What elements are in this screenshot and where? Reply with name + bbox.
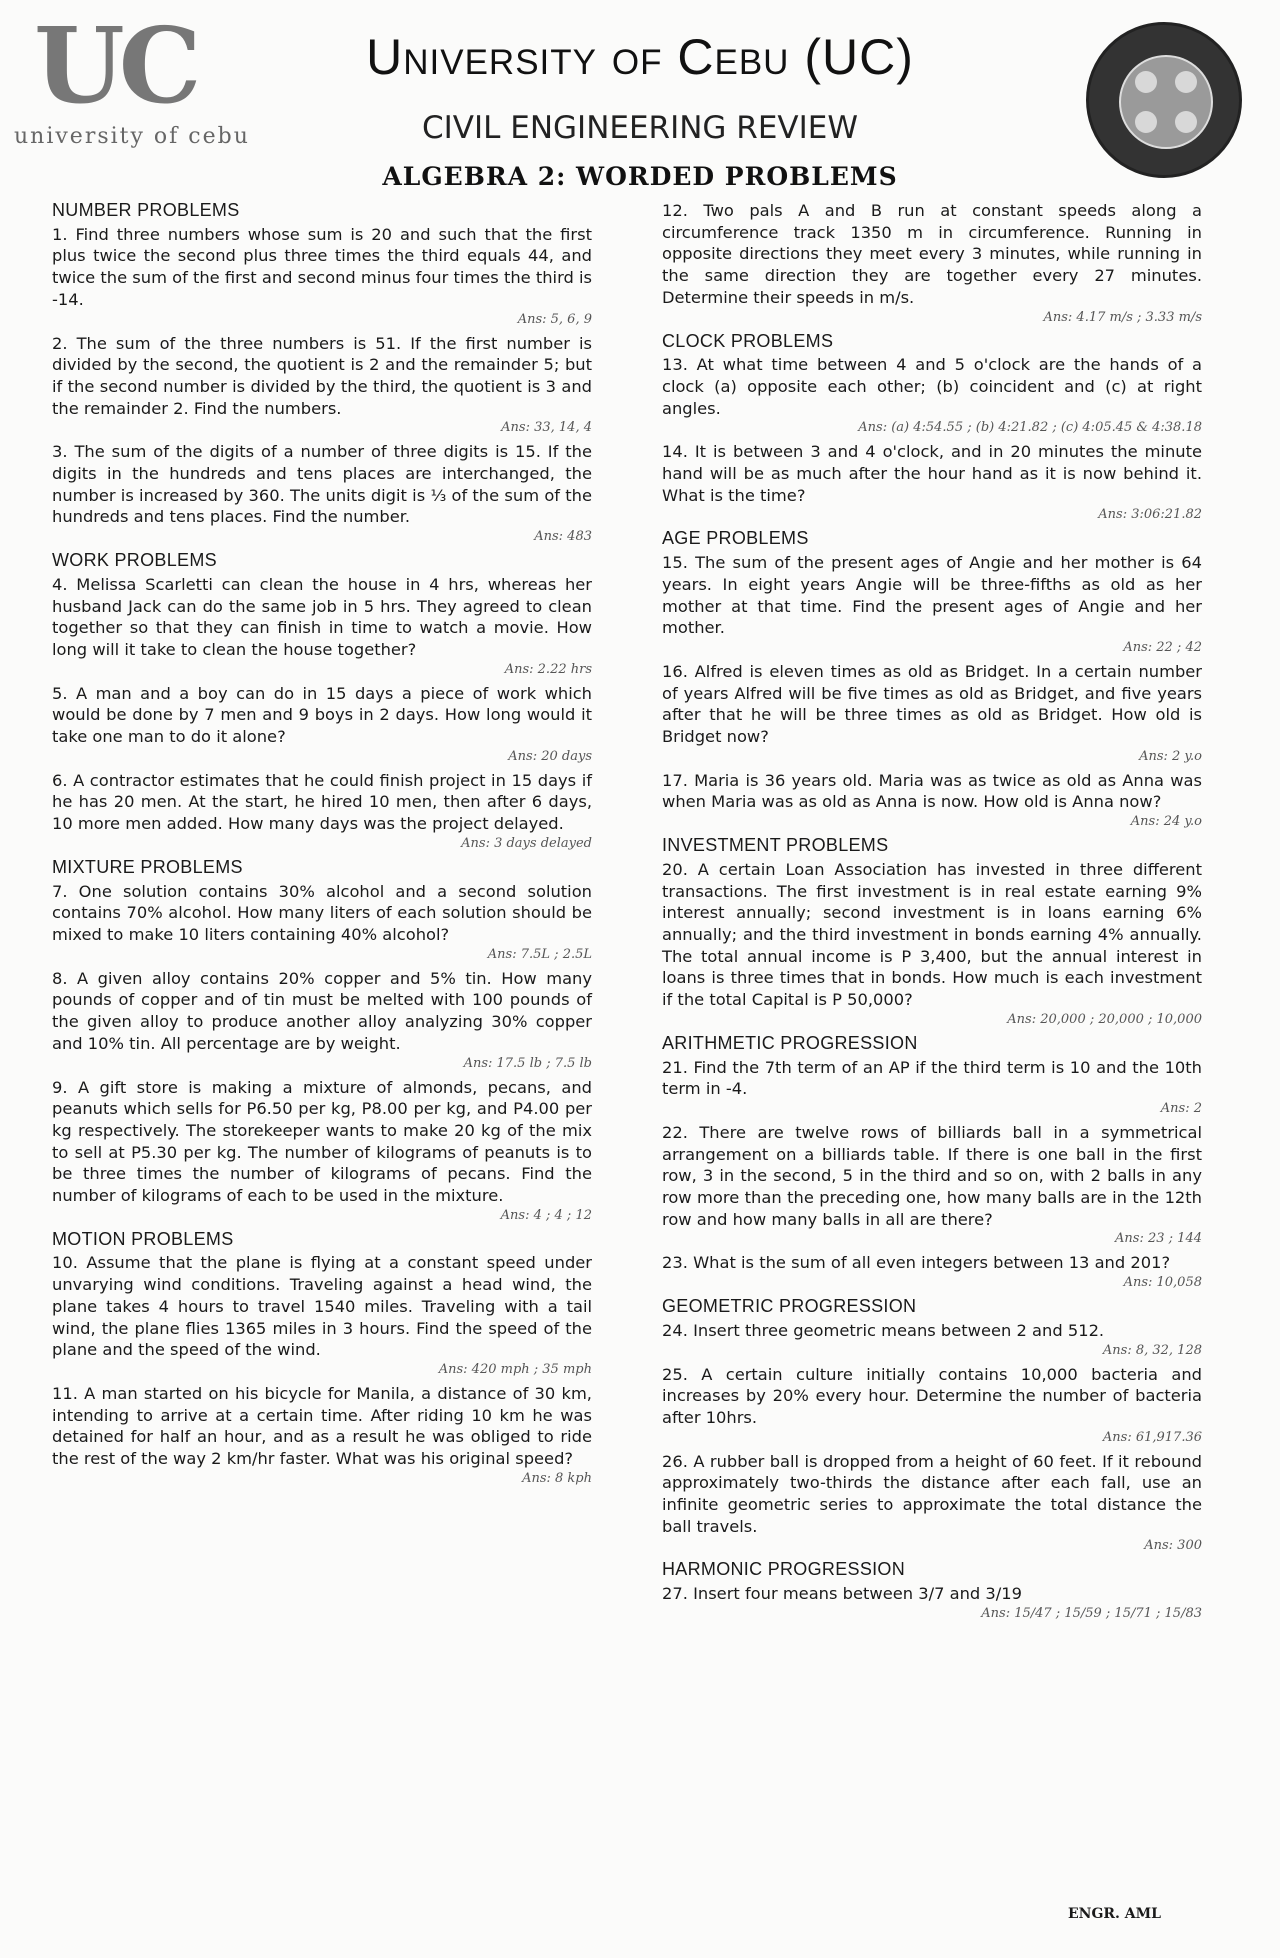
problem-text: 25. A certain culture initially contains 10,000 bacteria and increases by 20% every hour. Determine the number of bacteria after 10hrs.	[662, 1364, 1202, 1427]
answer-text: Ans: 10,058	[1123, 1275, 1202, 1291]
problem-text: 8. A given alloy contains 20% copper and 5% tin. How many pounds of copper and of tin must be melted with 100 pounds of the given alloy to produce another alloy analyzing 30% copper and 10% tin. All percentage are by weight.	[52, 968, 592, 1053]
section-heading: CLOCK PROBLEMS	[662, 330, 834, 351]
answer-text: Ans: 23 ; 144	[1115, 1231, 1202, 1247]
section-heading: ARITHMETIC PROGRESSION	[662, 1032, 918, 1053]
problem-text: 24. Insert three geometric means between 2 and 512.	[662, 1320, 1105, 1340]
problem-text: 17. Maria is 36 years old. Maria was as twice as old as Anna was when Maria was as old as Anna is now. How old is Anna now?	[662, 770, 1202, 812]
topic-title: ALGEBRA 2: WORDED PROBLEMS	[382, 162, 898, 191]
problem-text: 9. A gift store is making a mixture of almonds, pecans, and peanuts which sells for P6.50 per kg, P8.00 per kg, and P4.00 per kg respectively. The storekeeper wants to make 20 kg of the mix to sell at P5.30 per kg. The number of kilograms of peanuts is to be three times the number of kilograms of pecans. Find the number of kilograms of each to be used in the mixture.	[52, 1077, 592, 1206]
problem-text: 23. What is the sum of all even integers between 13 and 201?	[662, 1253, 1171, 1273]
section-heading: GEOMETRIC PROGRESSION	[662, 1296, 917, 1317]
seal-emblem	[1119, 55, 1213, 149]
answer-text: Ans: 8, 32, 128	[1102, 1342, 1202, 1358]
problem-text: 3. The sum of the digits of a number of three digits is 15. If the digits in the hundreds and tens places are interchanged, the number is increased by 360. The units digit is ⅓ of the sum of the hundreds and tens places. Find the number.	[52, 442, 592, 527]
university-logo	[14, 4, 264, 164]
problem-text: 14. It is between 3 and 4 o'clock, and in 20 minutes the minute hand will be as much after the hour hand as it is now behind it. What is the time?	[662, 442, 1202, 505]
answer-text: Ans: 483	[534, 529, 592, 545]
answer-text: Ans: 8 kph	[522, 1470, 592, 1486]
author-footer: ENGR. AML	[1068, 1906, 1162, 1922]
answer-text: Ans: 22 ; 42	[1123, 639, 1202, 655]
answer-text: Ans: 17.5 lb ; 7.5 lb	[463, 1055, 592, 1071]
answer-text: Ans: 33, 14, 4	[501, 420, 592, 436]
seal-dot	[1175, 111, 1197, 133]
answer-text: Ans: 15/47 ; 15/59 ; 15/71 ; 15/83	[981, 1605, 1202, 1621]
problem-text: 6. A contractor estimates that he could finish project in 15 days if he has 20 men. At the start, he hired 10 men, then after 6 days, 10 more men added. How many days was the project delayed.	[52, 770, 592, 834]
logo-mark: UC	[34, 4, 196, 127]
answer-text: Ans: 20 days	[508, 748, 592, 764]
logo-wordmark: university of cebu	[14, 124, 250, 149]
problem-text: 15. The sum of the present ages of Angie and her mother is 64 years. In eight years Angie will be three-fifths as old as her mother at that time. Find the present ages of Angie and her mother.	[662, 553, 1202, 638]
college-seal-icon	[1086, 22, 1242, 178]
answer-text: Ans: 2	[1160, 1100, 1202, 1116]
problem-text: 4. Melissa Scarletti can clean the house in 4 hrs, whereas her husband Jack can do the same job in 5 hrs. They agreed to clean together so that they can finish in time to watch a movie. How long will it take to clean the house together?	[52, 574, 592, 659]
right-column	[662, 200, 1202, 1627]
answer-text: Ans: 4.17 m/s ; 3.33 m/s	[1043, 309, 1202, 325]
seal-dot	[1175, 71, 1197, 93]
problem-text: 11. A man started on his bicycle for Manila, a distance of 30 km, intending to arrive at a certain time. After riding 10 km he was detained for half an hour, and as a result he was obliged to ride the rest of the way 2 km/hr faster. What was his original speed?	[52, 1383, 592, 1469]
seal-dot	[1135, 111, 1157, 133]
problem-text: 20. A certain Loan Association has invested in three different transactions. The first investment is in real estate earning 9% interest annually; second investment is in loans earning 6% annually; and the third investment in bonds earning 4% annually. The total annual income is P 3,400, but the annual interest in loans is three times that in bonds. How much is each investment if the total Capital is P 50,000?	[662, 859, 1202, 1010]
answer-text: Ans: 24 y.o	[1130, 814, 1202, 830]
university-title: University of Cebu (UC)	[366, 29, 914, 85]
answer-text: Ans: 2.22 hrs	[504, 661, 592, 677]
answer-text: Ans: (a) 4:54.55 ; (b) 4:21.82 ; (c) 4:05.45 & 4:38.18	[858, 420, 1202, 436]
problem-text: 7. One solution contains 30% alcohol and a second solution contains 70% alcohol. How many liters of each solution should be mixed to make 10 liters containing 40% alcohol?	[52, 881, 592, 944]
left-column	[52, 200, 592, 1492]
problem-text: 12. Two pals A and B run at constant speeds along a circumference track 1350 m in circumference. Running in opposite directions they meet every 3 minutes, while running in the same direction they are together every 27 minutes. Determine their speeds in m/s.	[662, 201, 1202, 307]
section-heading: INVESTMENT PROBLEMS	[662, 835, 889, 856]
answer-text: Ans: 300	[1144, 1538, 1202, 1554]
section-heading: NUMBER PROBLEMS	[52, 200, 240, 220]
problem-text: 26. A rubber ball is dropped from a height of 60 feet. If it rebound approximately two-thirds the distance after each fall, use an infinite geometric series to approximate the total distance the ball travels.	[662, 1451, 1202, 1536]
section-heading: MOTION PROBLEMS	[52, 1228, 234, 1249]
problem-text: 1. Find three numbers whose sum is 20 and such that the first plus twice the second plus three times the third equals 44, and twice the sum of the first and second minus four times the third is -14.	[52, 224, 592, 309]
problem-text: 16. Alfred is eleven times as old as Bridget. In a certain number of years Alfred will be five times as old as Bridget, and five years after that he will be three times as old as Bridget. How old is Bridget now?	[662, 661, 1202, 747]
page-header	[0, 0, 1280, 200]
answer-text: Ans: 3:06:21.82	[1098, 507, 1202, 523]
answer-text: Ans: 7.5L ; 2.5L	[487, 946, 592, 962]
answer-text: Ans: 2 y.o	[1139, 748, 1202, 764]
review-title: CIVIL ENGINEERING REVIEW	[421, 110, 859, 146]
problem-text: 5. A man and a boy can do in 15 days a piece of work which would be done by 7 men and 9 boys in 2 days. How long would it take one man to do it alone?	[52, 683, 592, 747]
answer-text: Ans: 61,917.36	[1102, 1429, 1202, 1445]
answer-text: Ans: 3 days delayed	[461, 835, 592, 851]
problem-text: 27. Insert four means between 3/7 and 3/19	[662, 1584, 1022, 1604]
problem-text: 21. Find the 7th term of an AP if the third term is 10 and the 10th term in -4.	[662, 1057, 1202, 1099]
answer-text: Ans: 4 ; 4 ; 12	[500, 1207, 592, 1223]
answer-text: Ans: 5, 6, 9	[517, 311, 592, 327]
section-heading: AGE PROBLEMS	[662, 528, 809, 549]
section-heading: HARMONIC PROGRESSION	[662, 1559, 906, 1580]
problem-text: 10. Assume that the plane is flying at a constant speed under unvarying wind conditions. Traveling against a head wind, the plane takes 4 hours to travel 1540 miles. Traveling with a tail wind, the plane flies 1365 miles in 3 hours. Find the speed of the plane and the speed of the wind.	[52, 1253, 592, 1360]
problem-text: 2. The sum of the three numbers is 51. If the first number is divided by the second, the quotient is 2 and the remainder 5; but if the second number is divided by the third, the quotient is 3 and the remainder 2. Find the numbers.	[52, 333, 592, 418]
answer-text: Ans: 20,000 ; 20,000 ; 10,000	[1007, 1011, 1202, 1027]
section-heading: MIXTURE PROBLEMS	[52, 856, 243, 877]
problem-text: 22. There are twelve rows of billiards ball in a symmetrical arrangement on a billiards table. If there is one ball in the first row, 3 in the second, 5 in the third and so on, with 2 balls in any row more than the preceding one, how many balls are in the 12th row and how many balls in all are there?	[662, 1122, 1202, 1229]
seal-dot	[1135, 71, 1157, 93]
answer-text: Ans: 420 mph ; 35 mph	[438, 1361, 592, 1377]
problem-text: 13. At what time between 4 and 5 o'clock are the hands of a clock (a) opposite each other; (b) coincident and (c) at right angles.	[662, 355, 1202, 418]
section-heading: WORK PROBLEMS	[52, 550, 217, 571]
